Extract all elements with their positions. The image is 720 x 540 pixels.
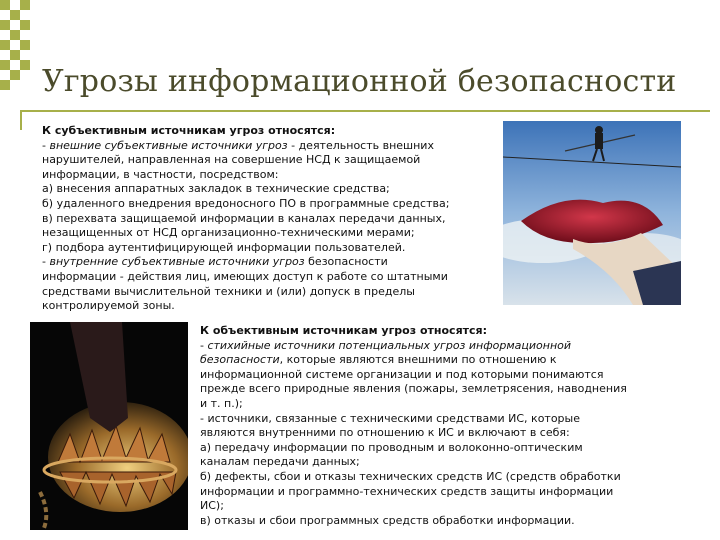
line-text: являются внутренними по отношению к ИС и включают в себя:: [200, 426, 570, 440]
text-line: [42, 285, 502, 300]
text-line: [200, 368, 670, 383]
text-line: [42, 168, 502, 183]
text-line: [42, 182, 502, 197]
text-line: [200, 382, 670, 397]
text-line: [200, 514, 670, 529]
corner-checker-decoration: [0, 0, 30, 90]
text-line: [200, 455, 670, 470]
line-text: г) подбора аутентифицирующей информации пользователей.: [42, 240, 406, 254]
line-text: прежде всего природные явления (пожары, землетрясения, наводнения: [200, 382, 627, 396]
emphasis-text: безопасности: [200, 353, 280, 367]
line-text: информации - действия лиц, имеющих доступ к работе со штатными: [42, 269, 448, 283]
line-text: контролируемой зоны.: [42, 299, 175, 313]
text-line: [42, 270, 502, 285]
line-text: а) передачу информации по проводным и волоконно-оптическим: [200, 440, 583, 454]
line-text: , которые являются внешними по отношению к: [279, 353, 557, 367]
line-text: б) дефекты, сбои и отказы технических средств ИС (средств обработки: [200, 469, 621, 483]
text-line: [42, 255, 502, 270]
text-line: [42, 153, 502, 168]
objective-lines: [200, 339, 670, 529]
bear-trap-image: [30, 322, 188, 530]
text-line: [200, 353, 670, 368]
text-line: [42, 139, 502, 154]
line-text: средствами вычислительной техники и (или) допуск в пределы: [42, 284, 415, 298]
subjective-lines: [42, 139, 502, 314]
subjective-heading: К субъективным источникам угроз относятся:: [42, 124, 336, 137]
line-text: безопасности: [304, 255, 388, 269]
line-text: б) удаленного внедрения вредоносного ПО в программные средства;: [42, 196, 450, 210]
subjective-sources-text: [42, 124, 502, 314]
title-divider: [20, 110, 710, 112]
tightrope-walker-image: [503, 121, 681, 305]
line-text: нарушителей, направленная на совершение НСД к защищаемой: [42, 153, 421, 167]
line-text: а) внесения аппаратных закладок в технические средства;: [42, 182, 390, 196]
line-text: информации и программно-технических средств защиты информации: [200, 484, 614, 498]
line-text: информационной системе организации и под которыми понимаются: [200, 367, 604, 381]
slide-title: Угрозы информационной безопасности: [42, 64, 677, 99]
text-line: [200, 441, 670, 456]
text-line: [42, 241, 502, 256]
emphasis-text: внутренние субъективные источники угроз: [49, 255, 305, 269]
text-line: [200, 397, 670, 412]
text-line: [200, 499, 670, 514]
line-text: - деятельность внешних: [287, 138, 434, 152]
line-text: информации, в частности, посредством:: [42, 167, 279, 181]
line-text: -: [42, 255, 50, 269]
emphasis-text: внешние субъективные источники угроз: [49, 138, 288, 152]
line-text: -: [42, 138, 50, 152]
line-text: незащищенных от НСД организационно-техническими мерами;: [42, 226, 415, 240]
text-line: [200, 412, 670, 427]
line-text: каналам передачи данных;: [200, 455, 360, 469]
line-text: и т. п.);: [200, 396, 243, 410]
text-line: [200, 485, 670, 500]
text-line: [42, 226, 502, 241]
objective-sources-text: [200, 324, 670, 528]
line-text: в) отказы и сбои программных средств обработки информации.: [200, 513, 575, 527]
title-divider-tick: [20, 110, 22, 130]
emphasis-text: стихийные источники потенциальных угроз информационной: [207, 338, 572, 352]
line-text: -: [200, 338, 208, 352]
text-line: [200, 426, 670, 441]
text-line: [42, 212, 502, 227]
objective-heading: К объективным источникам угроз относятся:: [200, 324, 487, 337]
text-line: [42, 299, 502, 314]
text-line: [200, 339, 670, 354]
text-line: [42, 197, 502, 212]
line-text: в) перехвата защищаемой информации в каналах передачи данных,: [42, 211, 446, 225]
line-text: ИС);: [200, 499, 224, 513]
text-line: [200, 470, 670, 485]
line-text: - источники, связанные с техническими средствами ИС, которые: [200, 411, 580, 425]
